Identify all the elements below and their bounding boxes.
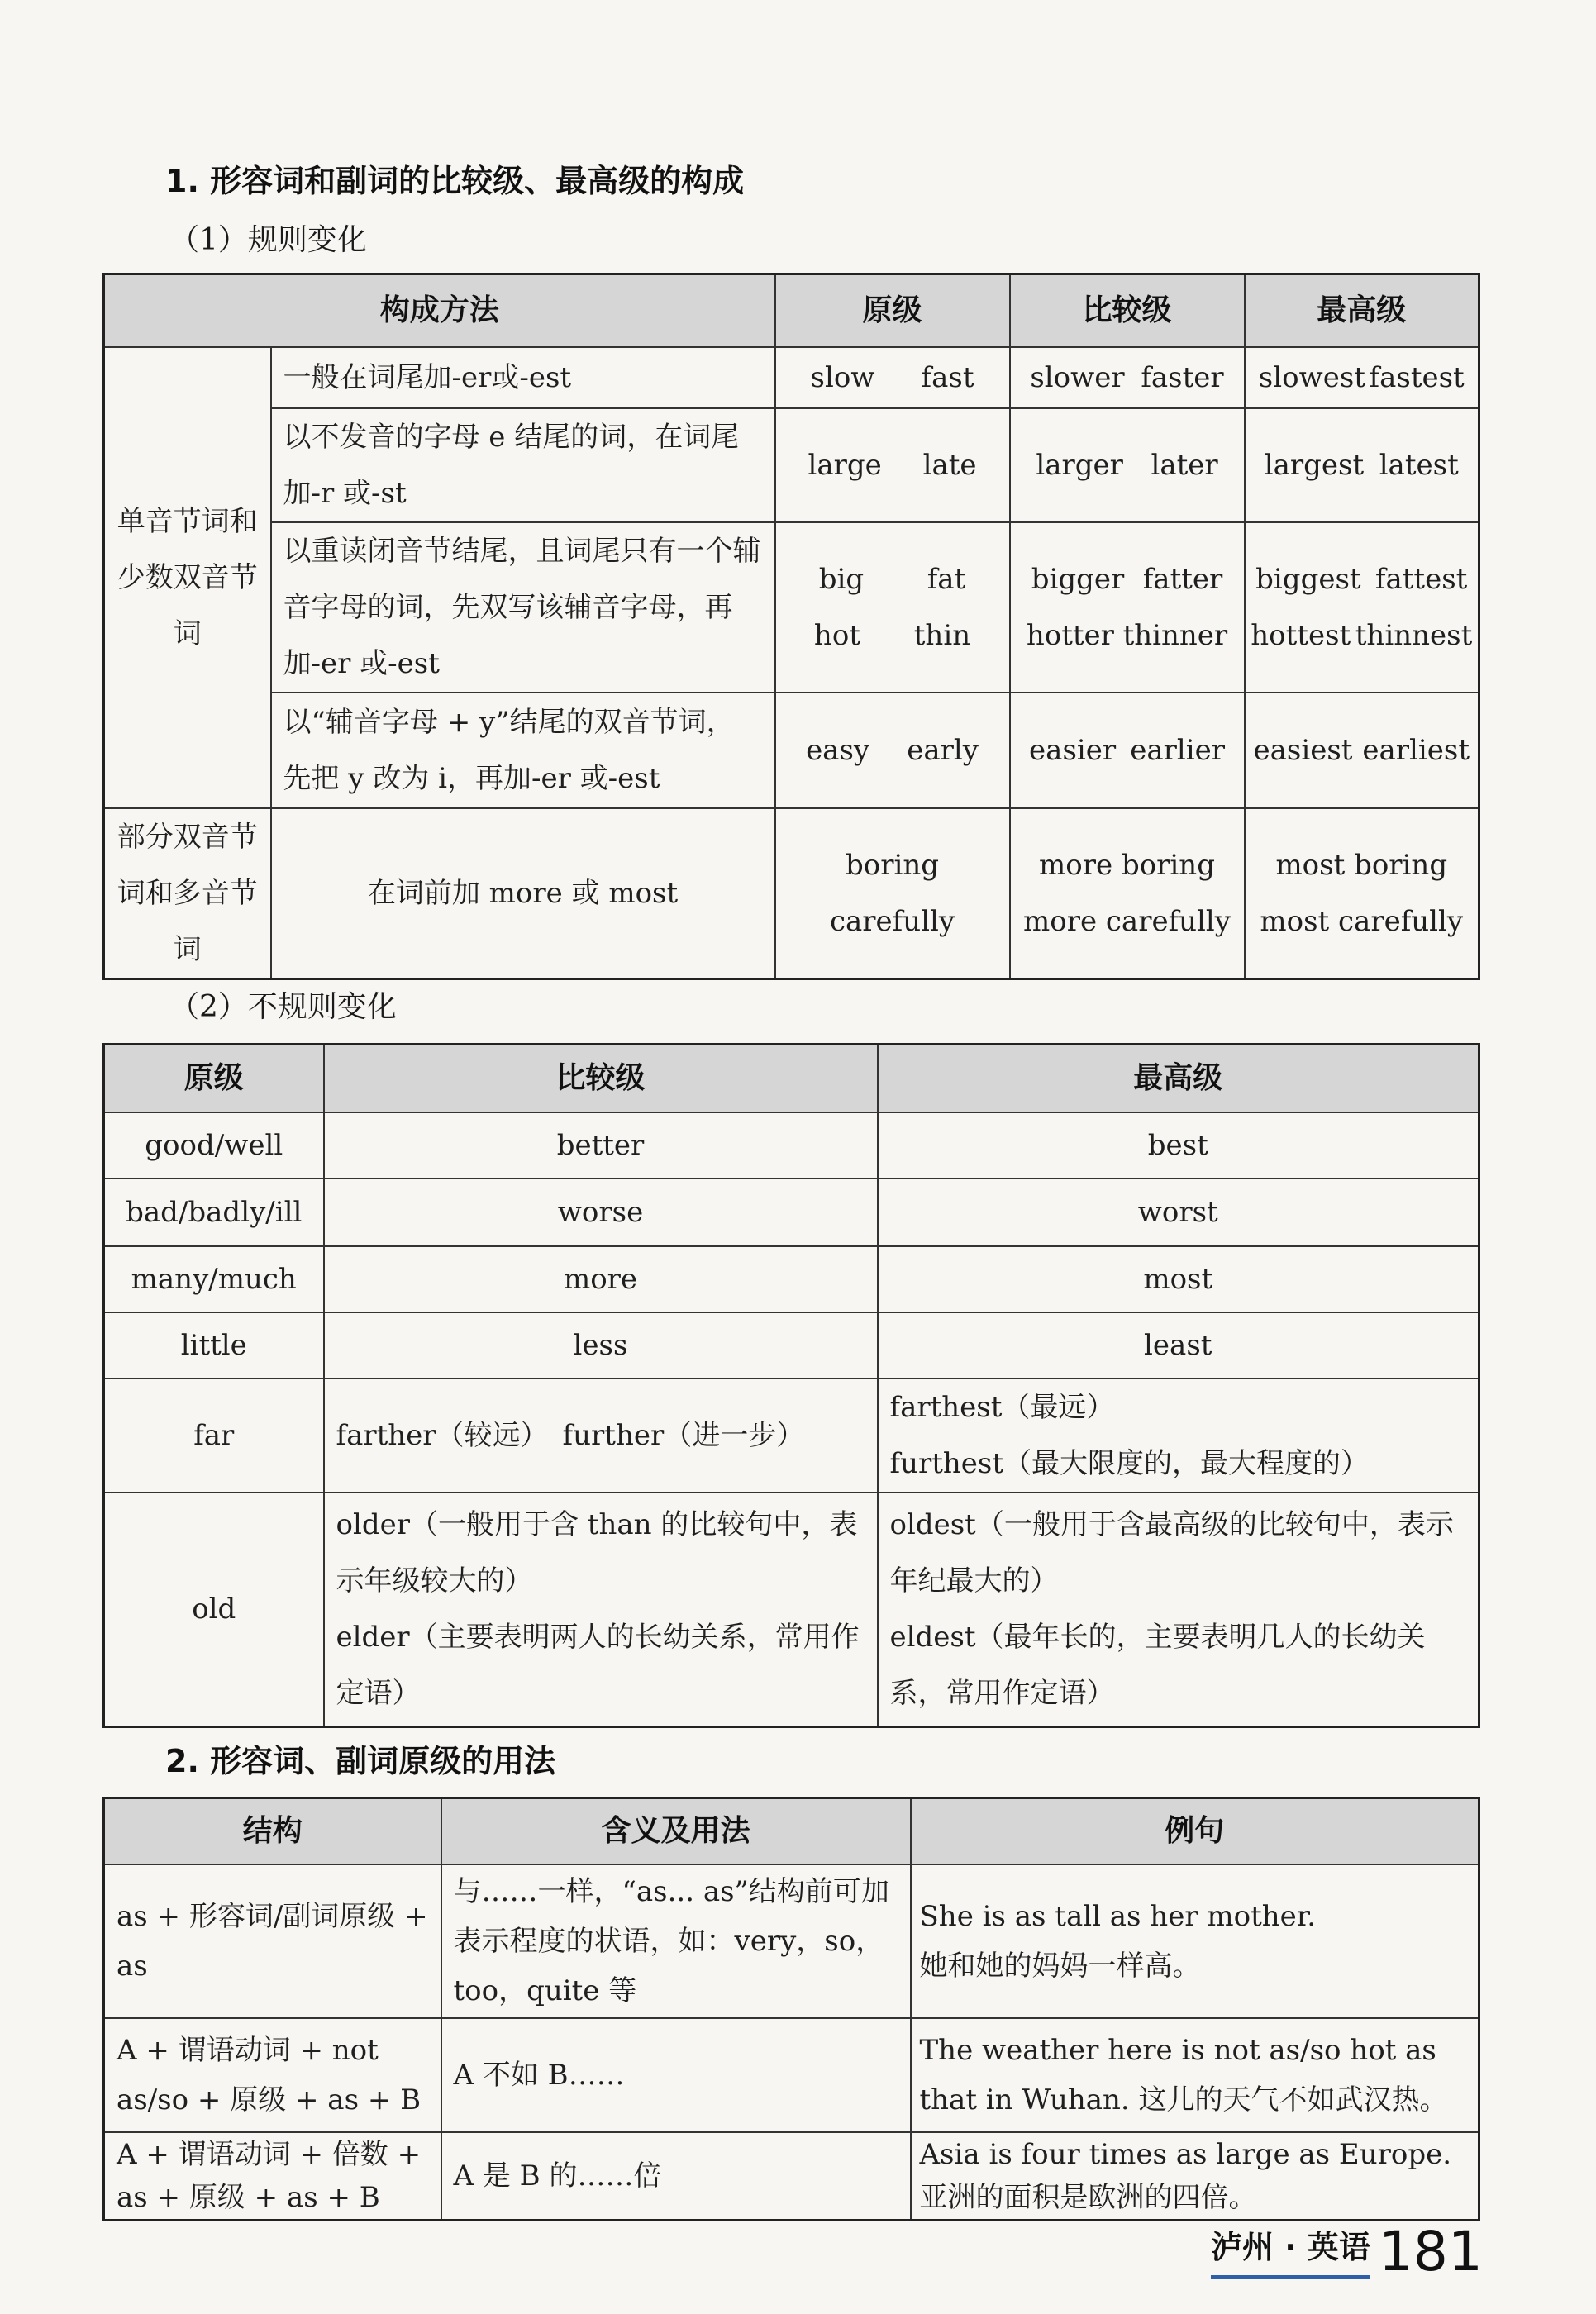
base-cell: good/well: [104, 1112, 324, 1178]
example-en: She is as tall as her mother.: [919, 1899, 1317, 1933]
method-cell: 以重读闭音节结尾，且词尾只有一个辅音字母的词，先双写该辅音字母，再加-er 或-est: [271, 522, 775, 693]
word: thin: [913, 618, 971, 652]
table-row: [104, 408, 1479, 522]
word: fattest: [1374, 562, 1468, 596]
word: latest: [1379, 448, 1459, 482]
regular-subtitle: （1）规则变化: [169, 223, 367, 257]
superlative-line: eldest（最年长的，主要表明几人的长幼关系，常用作定语）: [889, 1621, 1426, 1711]
word: hot: [813, 618, 860, 652]
table-row: [104, 1112, 1479, 1178]
superlative-cell: most: [878, 1246, 1479, 1312]
superlative-cell: least: [878, 1312, 1479, 1378]
word: big: [818, 562, 865, 596]
comparative-line: older（一般用于含 than 的比较句中，表示年级较大的）: [336, 1508, 858, 1598]
word: most boring: [1275, 848, 1448, 882]
table-row: [104, 1378, 1479, 1493]
word: fatter: [1142, 562, 1223, 596]
base-cell: bad/badly/ill: [104, 1178, 324, 1246]
method-cell: 以“辅音字母 + y”结尾的双音节词，先把 y 改为 i，再加-er 或-est: [271, 693, 775, 808]
method-cell: 以不发音的字母 e 结尾的词，在词尾加-r 或-st: [271, 408, 775, 522]
usage-header-row: [104, 1798, 1479, 1864]
page-footer: [1211, 2220, 1483, 2283]
table-row: [104, 1246, 1479, 1312]
word: large: [808, 448, 882, 482]
word: easy: [806, 733, 870, 767]
word: slowest: [1258, 360, 1365, 394]
word: largest: [1264, 448, 1365, 482]
example-cn: 她和她的妈妈一样高。: [919, 1949, 1201, 1983]
table-row: [104, 1312, 1479, 1378]
meaning-cell: 与……一样，“as... as”结构前可加表示程度的状语，如：very，so，too，quite 等: [441, 1864, 911, 2018]
word: late: [922, 448, 977, 482]
word: thinner: [1122, 618, 1228, 652]
word: fastest: [1369, 360, 1465, 394]
word: carefully: [829, 904, 955, 938]
word: easier: [1029, 733, 1117, 767]
footer-location: 泸州 · 英语: [1211, 2221, 1370, 2279]
word: earlier: [1130, 733, 1225, 767]
header-comparative: 比较级: [1010, 274, 1245, 347]
word: slower: [1030, 360, 1125, 394]
method-cell: 一般在词尾加-er或-est: [271, 347, 775, 408]
word: fast: [921, 360, 974, 394]
section2-title: 2. 形容词、副词原级的用法: [165, 1743, 556, 1779]
comparative-line: elder（主要表明两人的长幼关系，常用作定语）: [336, 1621, 860, 1711]
table-row: [104, 808, 1479, 979]
word: biggest: [1255, 562, 1361, 596]
page-number: 181: [1378, 2220, 1483, 2283]
header-superlative: 最高级: [1245, 274, 1479, 347]
word: easiest: [1253, 733, 1353, 767]
table-row: [104, 1864, 1479, 2018]
usage-table: [102, 1797, 1480, 2221]
table-row: [104, 2132, 1479, 2221]
irregular-subtitle: （2）不规则变化: [169, 990, 397, 1024]
comparative-cell: farther（较远） further（进一步）: [324, 1378, 878, 1493]
section1-title: 1. 形容词和副词的比较级、最高级的构成: [165, 163, 745, 199]
example-en: Asia is four times as large as Europe.: [919, 2137, 1452, 2171]
superlative-line: furthest（最大限度的，最大程度的）: [889, 1446, 1370, 1480]
header-base: 原级: [104, 1045, 324, 1112]
regular-table: [102, 273, 1480, 980]
header-method: 构成方法: [104, 274, 775, 347]
meaning-cell: A 不如 B……: [441, 2018, 911, 2132]
word: earliest: [1362, 733, 1470, 767]
group-label-multi: 部分双音节词和多音节词: [104, 808, 271, 979]
header-superlative: 最高级: [878, 1045, 1479, 1112]
superlative-cell: worst: [878, 1178, 1479, 1246]
comparative-cell: worse: [324, 1178, 878, 1246]
word: slow: [810, 360, 875, 394]
word: more carefully: [1023, 904, 1232, 938]
structure-cell: A + 谓语动词 + 倍数 + as + 原级 + as + B: [104, 2132, 441, 2221]
comparative-cell: better: [324, 1112, 878, 1178]
example-en: The weather here is not as/so hot as that in Wuhan.: [919, 2033, 1436, 2116]
header-structure: 结构: [104, 1798, 441, 1864]
header-comparative: 比较级: [324, 1045, 878, 1112]
word: larger: [1036, 448, 1123, 482]
example-cn: 亚洲的面积是欧洲的四倍。: [919, 2180, 1257, 2214]
word: fat: [927, 562, 966, 596]
table-row: [104, 1493, 1479, 1727]
base-cell: many/much: [104, 1246, 324, 1312]
table-row: [104, 1178, 1479, 1246]
word: later: [1151, 448, 1218, 482]
header-meaning: 含义及用法: [441, 1798, 911, 1864]
header-base: 原级: [775, 274, 1010, 347]
table-row: [104, 693, 1479, 808]
regular-header-row: [104, 274, 1479, 347]
comparative-cell: less: [324, 1312, 878, 1378]
word: hotter: [1026, 618, 1114, 652]
superlative-line: farthest（最远）: [889, 1390, 1115, 1424]
group-label-single: 单音节词和少数双音节词: [104, 347, 271, 808]
base-cell: old: [104, 1493, 324, 1727]
irregular-table: [102, 1043, 1480, 1728]
word: early: [907, 733, 979, 767]
word: more boring: [1039, 848, 1215, 882]
example-cn: 这儿的天气不如武汉热。: [1138, 2083, 1448, 2116]
base-cell: far: [104, 1378, 324, 1493]
base-cell: little: [104, 1312, 324, 1378]
word: boring: [846, 848, 940, 882]
superlative-line: oldest（一般用于含最高级的比较句中，表示年纪最大的）: [889, 1508, 1454, 1598]
table-row: [104, 347, 1479, 408]
irregular-header-row: [104, 1045, 1479, 1112]
word: most carefully: [1260, 904, 1464, 938]
comparative-cell: more: [324, 1246, 878, 1312]
word: thinnest: [1355, 618, 1473, 652]
word: faster: [1141, 360, 1224, 394]
structure-cell: as + 形容词/副词原级 + as: [104, 1864, 441, 2018]
meaning-cell: A 是 B 的……倍: [441, 2132, 911, 2221]
table-row: [104, 522, 1479, 693]
method-cell: 在词前加 more 或 most: [271, 808, 775, 979]
table-row: [104, 2018, 1479, 2132]
word: hottest: [1251, 618, 1351, 652]
superlative-cell: best: [878, 1112, 1479, 1178]
structure-cell: A + 谓语动词 + not as/so + 原级 + as + B: [104, 2018, 441, 2132]
word: bigger: [1031, 562, 1125, 596]
header-example: 例句: [911, 1798, 1479, 1864]
